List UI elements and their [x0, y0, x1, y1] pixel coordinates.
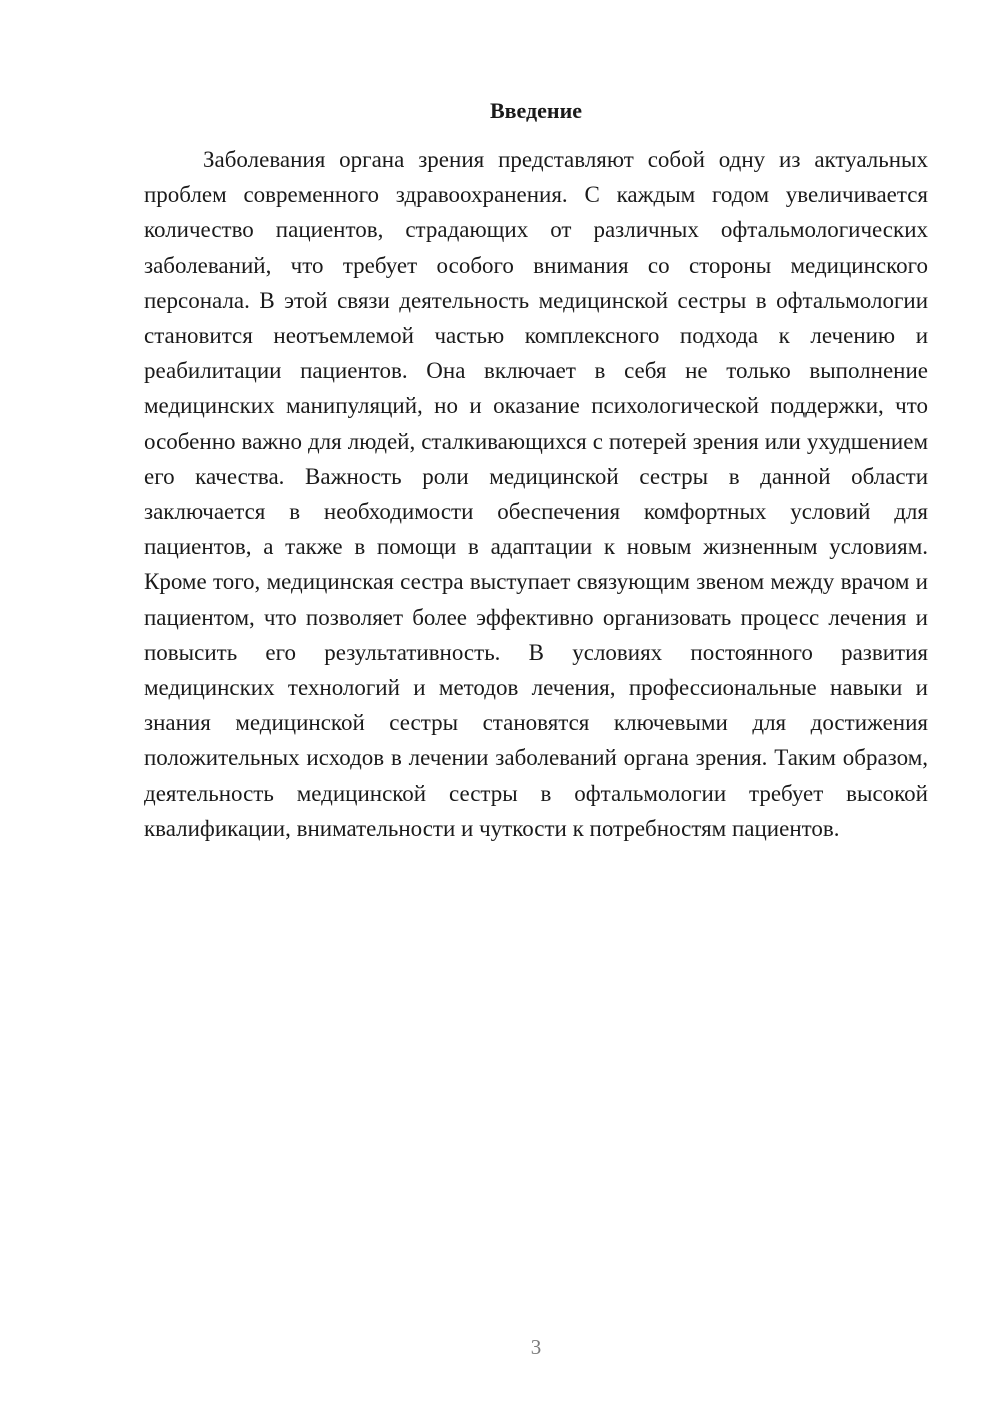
page-number: 3 — [530, 1335, 542, 1359]
introduction-paragraph: Заболевания органа зрения представляют собой одну из актуальных проблем современного здравоохранения. С каждым годом увеличивается количество пациентов, страдающих от различных офтальмологических заболеваний, что требует особого внимания со стороны медицинского персонала. В этой связи деятельность медицинской сестры в офтальмологии становится неотъемлемой частью комплексного подхода к лечению и реабилитации пациентов. Она включает в себя не только выполнение медицинских манипуляций, но и оказание психологической поддержки, что особенно важно для людей, сталкивающихся с потерей зрения или ухудшением его качества. Важность роли медицинской сестры в данной области заключается в необходимости обеспечения комфортных условий для пациентов, а также в помощи в адаптации к новым жизненным условиям. Кроме того, медицинская сестра выступает связующим звеном между врачом и пациентом, что позволяет более эффективно организовать процесс лечения и повысить его результативность. В условиях постоянного развития медицинских технологий и методов лечения, профессиональные навыки и знания медицинской сестры становятся ключевыми для достижения положительных исходов в лечении заболеваний органа зрения. Таким образом, деятельность медицинской сестры в офтальмологии требует высокой квалификации, внимательности и чуткости к потребностям пациентов. — [144, 147, 928, 841]
section-heading: Введение — [489, 98, 583, 123]
